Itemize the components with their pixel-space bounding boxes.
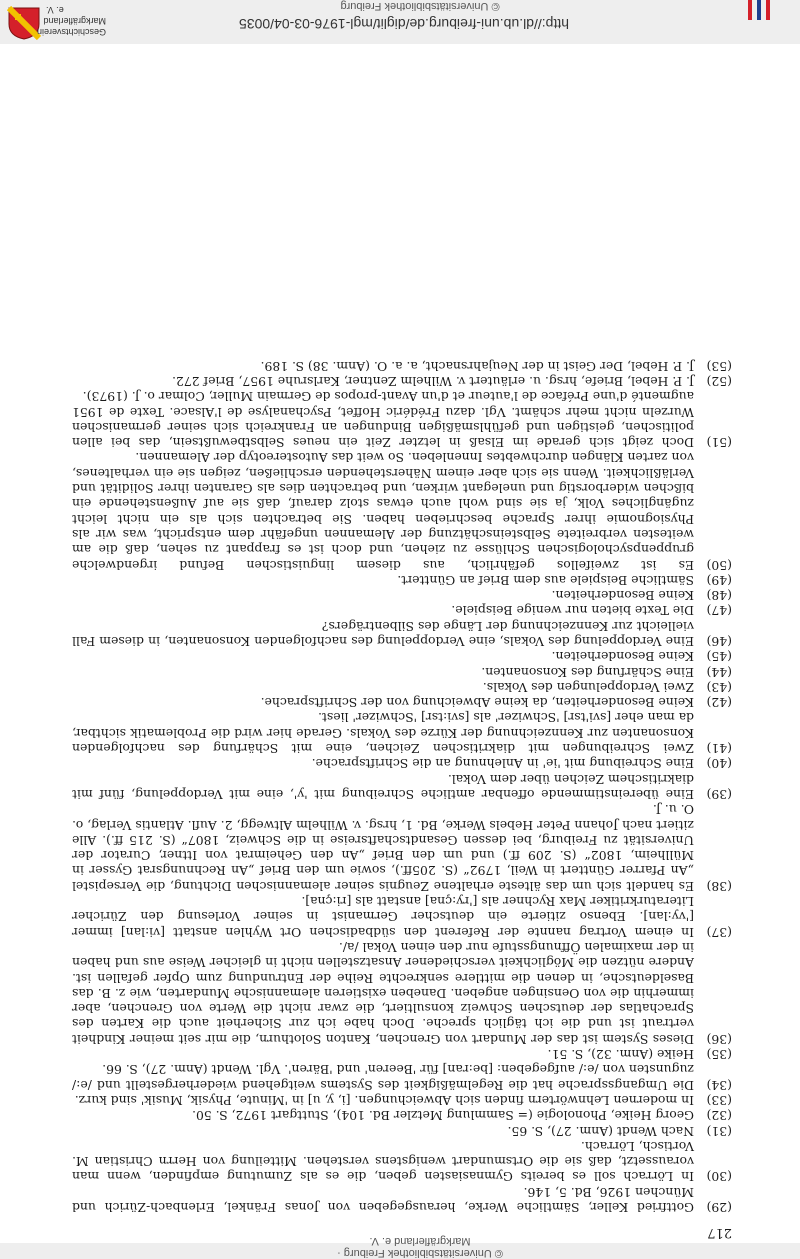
viewer-footer: [0, 1235, 800, 1259]
footnote: [72, 450, 732, 572]
footnote-text: In Lörrach soll es bereits Gymnasiasten geben, die es als Zumutung empfinden, wenn man voraussetzt, daß sie die Ortsmundart wenigstens verstehen. Mitteilung von Herrn Christian M. Vortisch, Lörrach.: [72, 1138, 694, 1185]
footnote-text: Zwei Verdoppelungen des Vokals.: [482, 679, 694, 695]
footnote-number: (48): [706, 588, 732, 604]
society-coat-of-arms-icon: [7, 6, 41, 40]
footnote-number: (39): [706, 786, 732, 802]
scanned-page: [0, 44, 800, 1243]
footnote-number: (40): [706, 756, 732, 772]
footnote-number: (45): [706, 649, 732, 665]
footnote-text: Eine Schreibung mit 'ie' in Anlehnung an die Schriftsprache.: [311, 756, 694, 772]
footnote: [72, 894, 732, 940]
footnote-text: Die Texte bieten nur wenige Beispiele.: [451, 603, 694, 619]
footnote-text: J. P. Hebel, Der Geist in der Neujahrsnacht, a. a. O. (Anm. 38) S. 189.: [260, 358, 694, 374]
footnote-number: (53): [706, 358, 732, 374]
footnote: [72, 695, 732, 710]
footer-credit: © Universitätsbibliothek Freiburg · Markgräflerland e. V.: [337, 1235, 503, 1259]
footnote-number: (42): [706, 695, 732, 711]
footnote-text: J. P. Hebel, Briefe, hrsg. u. erläutert v. Wilhelm Zentner, Karlsruhe 1957, Brief 272.: [172, 373, 694, 389]
footnote-text: Keine Besonderheiten, da keine Abweichung von der Schriftsprache.: [260, 695, 694, 711]
page-url[interactable]: http://dl.ub.uni-freiburg.de/diglit/mgl-1976-03-04/0035: [239, 16, 569, 32]
footnote: [72, 680, 732, 695]
footnote: [72, 1062, 732, 1093]
footnote-number: (35): [706, 1047, 732, 1063]
footnote-text: Gottfried Keller, Sämtliche Werke, herausgegeben von Jonas Fränkel, Erlenbach-Zürich und München 1926, Bd. 5, 146.: [72, 1184, 694, 1215]
footnote-number: (46): [706, 634, 732, 650]
viewer-header: [0, 0, 800, 44]
footnote: [72, 710, 732, 756]
footnote-number: (33): [706, 1092, 732, 1108]
footnote-number: (47): [706, 603, 732, 619]
footnote-text: In modernen Lehnwörtern finden sich Abweichungen. [i, y, u] in 'Minute, Physik, Musik' sind kurz.: [74, 1092, 694, 1108]
footnote: [72, 603, 732, 618]
footnote-number: (51): [706, 435, 732, 451]
footnote-number: (43): [706, 679, 732, 695]
footnote-text: Heike (Anm. 32), S. 51.: [547, 1047, 694, 1063]
footnote: [72, 940, 732, 1047]
footnote: [72, 771, 732, 802]
library-credit: © Universitätsbibliothek Freiburg: [340, 0, 500, 12]
footnote: [72, 1184, 732, 1215]
footnote: [72, 802, 732, 894]
footnote: [72, 573, 732, 588]
page-text-block: [72, 358, 732, 1240]
university-logo-icon: [748, 0, 770, 20]
footnote: [72, 618, 732, 649]
footnote-text: Nach Wendt (Anm. 27), S. 65.: [507, 1123, 694, 1139]
footnote-text: Keine Besonderheiten.: [551, 649, 694, 665]
footnote-text: Georg Heike, Phonologie (= Sammlung Metzler Bd. 104), Stuttgart 1972, S. 50.: [192, 1108, 694, 1124]
footnote-number: (29): [706, 1200, 732, 1215]
footnote: [72, 1139, 732, 1185]
footnote-text: Keine Besonderheiten.: [551, 588, 694, 604]
footnote-number: (44): [706, 664, 732, 680]
footnote-text: Die Umgangssprache hat die Regelmäßigkeit des Systems weitgehend wiederhergestellt und /e:/ zugunsten von /e:/ aufgegeben: [be:ran] für 'Beeren' und 'Bären'. Vgl. Wendt (Anm. 27), S. 66.: [72, 1062, 694, 1093]
footnote-number: (38): [706, 878, 732, 894]
footnote-number: (49): [706, 572, 732, 588]
footnote-text: Eine Verdoppelung des Vokals, eine Verdoppelung des nachfolgenden Konsonanten, in diesem Fall vielleicht zur Kennzeichnung der Länge des Silbenträgers?: [72, 618, 694, 650]
footnote: [72, 358, 732, 373]
footnote-list: [72, 358, 732, 1215]
footnote-text: Es handelt sich um das älteste erhaltene Zeugnis seiner alemannischen Dichtung, die Versepistel „An Pfarrer Günttert in Weil, 1792“ (S. 205ff.), sowie um den Brief „An Rechnungsrat Gysser in Müllheim, 1802“ (S. 209 ff.) und um den Brief „An den Geheimrat von Ittner, Curator der Universität zu Freiburg, bei dessen Gesandtschaftsreise in die Schweiz, 1807“ (S. 215 ff.). Alle zitiert nach Johann Peter Hebels Werke, Bd. 1, hrsg. v. Wilhelm Altwegg, 2. Aufl. Atlantis Verlag, o. O. u. J.: [72, 802, 694, 894]
footnote-number: (52): [706, 373, 732, 389]
footnote-text: Doch zeigt sich gerade im Elsaß in letzter Zeit ein neues Selbstbewußtsein, das bei allen politischen, geistigen und gefühlsmäßigen Bindungen an Frankreich sich seiner germanischen Wurzeln nicht mehr schämt. Vgl. dazu Frédéric Hoffet, Psychanalyse de l'Alsace. Texte de 1951 augmenté d'une Préface de l'auteur et d'un Avant-propos de Germain Muller, Colmar o. J. (1973).: [72, 389, 694, 451]
footnote-text: In einem Vortrag nannte der Referent den südbadischen Ort Wyhlen anstatt [vi:lan] immer ['vy:lan]. Ebenso zitierte ein deutscher Germanist in seiner Vorlesung den Züricher Literaturkritiker Max Rychner als ['ry:çna] anstatt als [ri:çna].: [72, 894, 694, 940]
footnote-number: (32): [706, 1108, 732, 1124]
footnote-number: (36): [706, 1031, 732, 1047]
footnote: [72, 1108, 732, 1123]
footnote-number: (41): [706, 741, 732, 757]
footnote-number: (30): [706, 1169, 732, 1185]
footnote-number: (34): [706, 1077, 732, 1093]
footnote: [72, 756, 732, 771]
footnote: [72, 1093, 732, 1108]
footnote: [72, 649, 732, 664]
footnote: [72, 1123, 732, 1138]
footnote: [72, 664, 732, 679]
footnote-text: Eine Schärfung des Konsonanten.: [481, 664, 694, 680]
society-name: Geschichtsverein Markgräflerland e. V.: [36, 5, 106, 37]
page-number: 217: [707, 1225, 732, 1240]
footnote: [72, 588, 732, 603]
footnote-text: Es ist zweifellos gefährlich, aus diesem linguistischen Befund irgendwelche gruppenpsychologischen Schlüsse zu ziehen, und doch ist es frappant zu sehen, daß die am weitesten verbreitete Selbsteinschätzung der Alemannen ungefähr dem entspricht, was wir als Physiognomie ihrer Sprache beschrieben haben. Sie betrachten sich als ein nicht leicht zugängliches Volk, ja sie sind wohl auch etwas stolz darauf, daß sie auf Außenstehende ein bißchen widerborstig und unelegant wirken, und betrachten dies als Garanten ihrer Solidität und Verläßlichkeit. Wenn sie sich aber einem Näherstehenden erschließen, zeigen sie ein verhaltenes, von zarten Klängen durchwebtes Innenleben. So weit das Autostereotyp der Alemannen.: [72, 450, 694, 573]
footnote-number: (37): [706, 924, 732, 940]
footnote-text: Eine übereinstimmende offenbar amtliche Schreibung mit 'y', eine mit Verdoppelung, fünf mit diakritischem Zeichen über dem Vokal.: [72, 771, 694, 802]
footnote-text: Dieses System ist das der Mundart von Grenchen, Kanton Solothurn, die mir seit meiner Kindheit vertraut ist und die ich täglich spreche. Doch habe ich zur Sicherheit auch die Karten des Sprachatlas der deutschen Schweiz konsultiert, die zwar nicht die Werte von Grenchen, aber immerhin die von Oensingen angeben. Daneben existieren alemannische Mundarten, wie z. B. das Baseldeutsche, in denen die mittlere senkrechte Reihe der Entrundung zum Opfer gefallen ist. Andere nützen die Möglichkeit verschiedener Ansatzstellen nicht in gleicher Weise aus und haben in der maximalen Öffnungsstufe nur den einen Vokal /a/.: [72, 939, 694, 1047]
footnote-number: (50): [706, 557, 732, 573]
footnote-number: (31): [706, 1123, 732, 1139]
footnote: [72, 374, 732, 389]
footnote: [72, 1047, 732, 1062]
footnote-text: Zwei Schreibungen mit diakritischen Zeichen, eine mit Schärfung des nachfolgenden Konsonanten zur Kennzeichnung der Kürze des Vokals. Gerade hier wird die Problematik sichtbar, da man eher [svi'tsr] 'Schwizer' als [svi:tsr] 'Schwizer' liest.: [72, 710, 694, 757]
footnote: [72, 389, 732, 450]
footnote-text: Sämtliche Beispiele aus dem Brief an Günttert.: [397, 572, 694, 588]
